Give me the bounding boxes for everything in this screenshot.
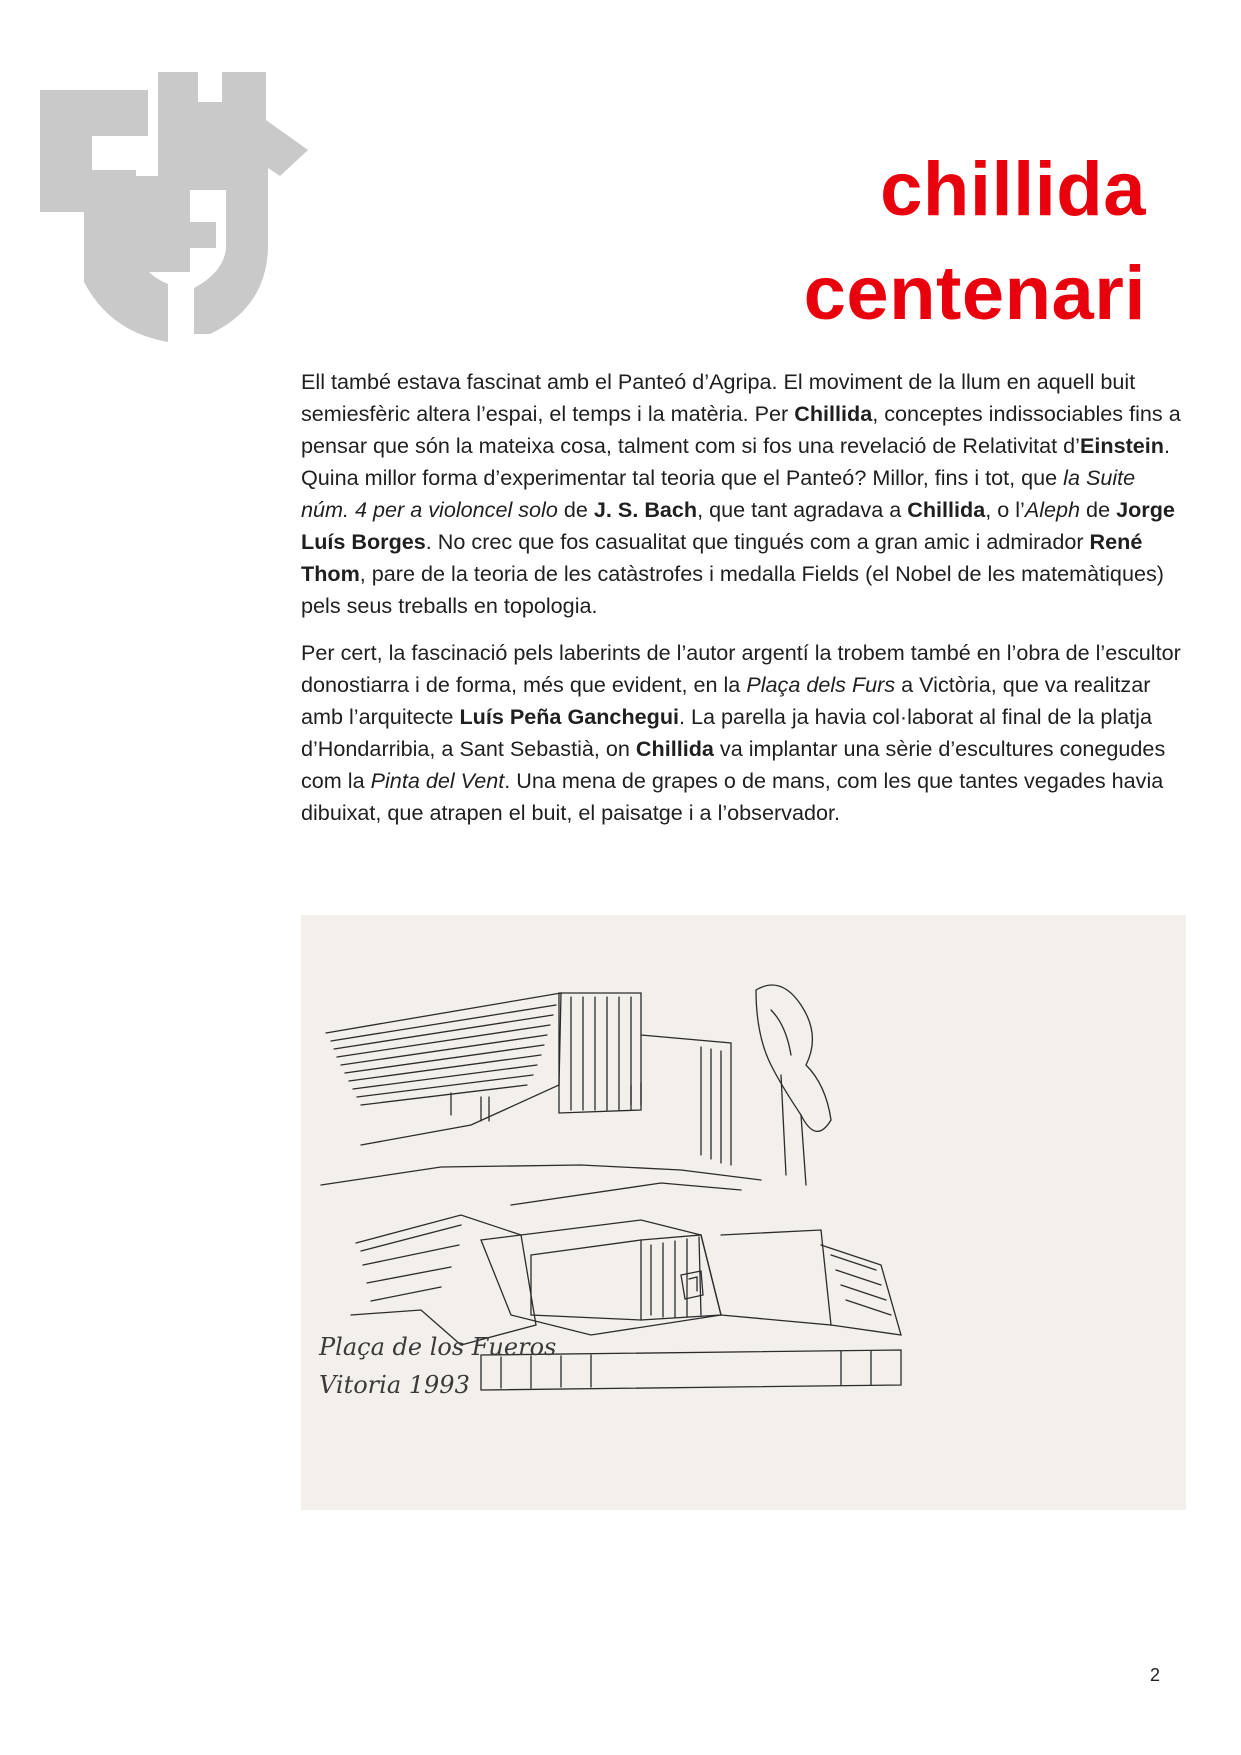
bold-name: Chillida (907, 497, 986, 522)
bold-name: Einstein (1079, 433, 1164, 458)
text-run: . Quina millor forma d’experimentar tal teoria que el Panteó? Millor, fins i tot, que (301, 433, 1170, 490)
text-run: de (557, 497, 594, 522)
article-body (301, 366, 1181, 844)
title-line-1: chillida (880, 147, 1146, 232)
text-run: Per cert, la fascinació pels laberints de l’autor argentí la trobem també en l’obra de l’escultor donostiarra i de forma, més que evident, en la (301, 640, 1181, 697)
bold-name: Chillida (794, 401, 873, 426)
sketch-caption-line-2: Vitoria 1993 (319, 1371, 470, 1399)
sketch-drawing (301, 915, 1186, 1510)
text-run: de (1080, 497, 1117, 522)
sketch-caption-line-1: Plaça de los Fueros (319, 1333, 557, 1361)
italic-title: Aleph (1024, 497, 1081, 522)
text-run: va implantar una sèrie d’escultures conegudes com la (301, 736, 1166, 793)
text-run: . No crec que fos casualitat que tingués com a gran amic i admirador (425, 529, 1090, 554)
text-run: . Una mena de grapes o de mans, com les que tantes vegades havia dibuixat, que atrapen el buit, el paisatge i a l’observador. (301, 768, 1164, 825)
paragraph-2 (301, 637, 1181, 829)
bold-name: J. S. Bach (593, 497, 698, 522)
architectural-sketch (301, 915, 1186, 1510)
bold-name: René Thom (301, 529, 1143, 586)
italic-title: Plaça dels Furs (746, 672, 896, 697)
paragraph-1 (301, 366, 1181, 622)
italic-title: Pinta del Vent (370, 768, 505, 793)
text-run: , que tant agradava a (697, 497, 908, 522)
page-number: 2 (1150, 1665, 1161, 1685)
bold-name: Chillida (635, 736, 714, 761)
italic-title: la Suite núm. 4 per a violoncel solo (301, 465, 1136, 522)
title-line-2: centenari (803, 251, 1146, 336)
text-run: , o l’ (985, 497, 1025, 522)
text-run: , pare de la teoria de les catàstrofes i medalla Fields (el Nobel de les matemàtiques) pels seus treballs en topologia. (301, 561, 1164, 618)
text-run: , conceptes indissociables fins a pensar que són la mateixa cosa, talment com si fos una revelació de Relativitat d’ (301, 401, 1181, 458)
text-run: . La parella ja havia col·laborat al final de la platja d’Hondarribia, a Sant Sebastià, on (301, 704, 1152, 761)
page-title (804, 138, 1146, 346)
bold-name: Luís Peña Ganchegui (459, 704, 680, 729)
text-run: a Victòria, que va realitzar amb l’arquitecte (301, 672, 1151, 729)
bold-name: Jorge Luís Borges (301, 497, 1175, 554)
chillida-centenary-logo (40, 72, 310, 342)
text-run: Ell també estava fascinat amb el Panteó d’Agripa. El moviment de la llum en aquell buit semiesfèric altera l’espai, el temps i la matèria. Per (301, 369, 1136, 426)
